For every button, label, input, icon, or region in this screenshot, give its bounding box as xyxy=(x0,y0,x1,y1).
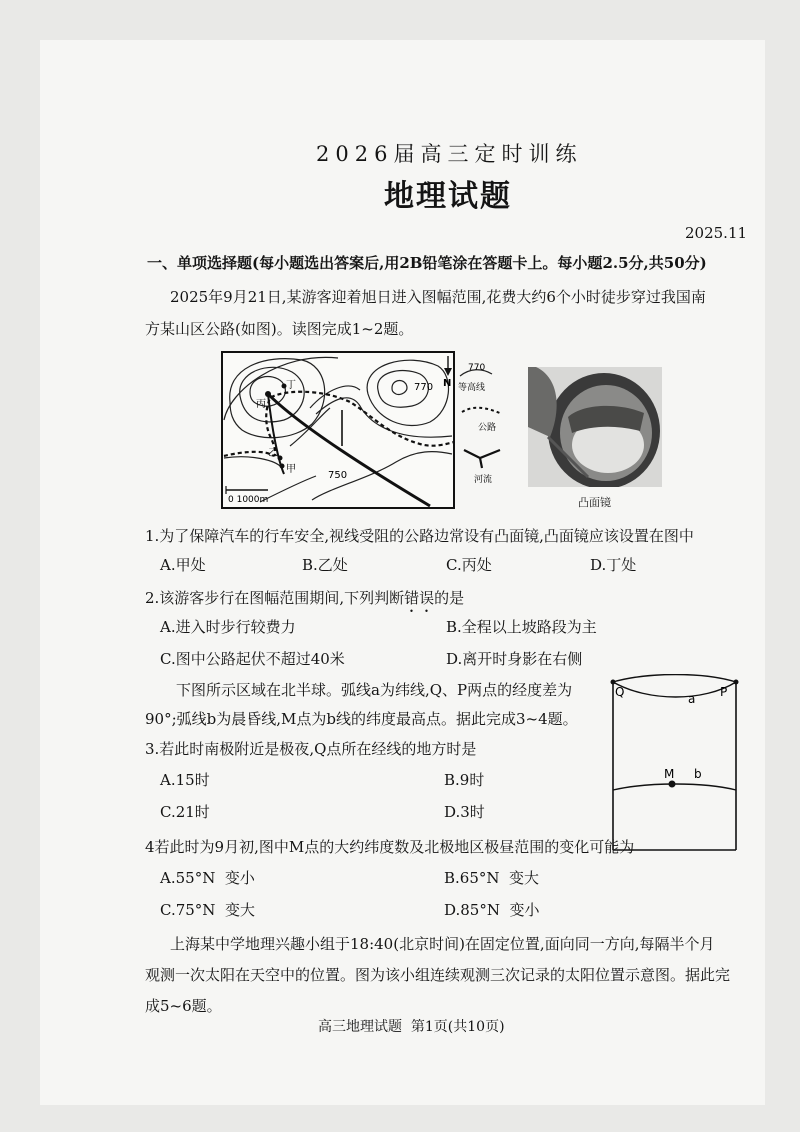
legend-river-label: 河流 xyxy=(474,475,493,485)
q2-stem-before: 2.该游客步行在图幅范围期间,下列判断 xyxy=(145,589,405,607)
q3-option-b[interactable]: B.9时 xyxy=(444,771,485,789)
q2-option-b[interactable]: B.全程以上坡路段为主 xyxy=(446,618,597,636)
legend-river-icon xyxy=(464,450,500,468)
intro2-line1: 下图所示区域在北半球。弧线a为纬线,Q、P两点的经度差为 xyxy=(176,681,573,699)
q1-stem: 1.为了保障汽车的行车安全,视线受阻的公路边常设有凸面镜,凸面镜应该设置在图中 xyxy=(145,527,694,545)
point-m-label: M xyxy=(664,767,675,781)
q2-stem-emphasis: 错误 xyxy=(404,589,435,607)
scale-bar-label: 0 1000m xyxy=(228,495,269,505)
exam-subtitle: 2026届高三定时训练 xyxy=(316,142,583,166)
point-p-label: P xyxy=(720,685,728,699)
q4-option-c[interactable]: C.75°N 变大 xyxy=(160,901,255,919)
q3-option-a[interactable]: A.15时 xyxy=(160,771,210,789)
label-yi: 乙 xyxy=(268,448,278,459)
q4-option-d[interactable]: D.85°N 变小 xyxy=(444,901,540,919)
q1-option-c[interactable]: C.丙处 xyxy=(446,556,492,574)
latitude-terminator-diagram xyxy=(608,674,742,854)
legend-contour-label: 等高线 xyxy=(458,383,486,393)
exam-title: 地理试题 xyxy=(384,179,512,214)
intro3-line2: 观测一次太阳在天空中的位置。图为该小组连续观测三次记录的太阳位置示意图。据此完 xyxy=(145,966,731,984)
arc-a-label: a xyxy=(688,692,696,706)
label-jia: 甲 xyxy=(286,464,296,475)
legend-road-label: 公路 xyxy=(478,423,497,433)
q4-option-a[interactable]: A.55°N 变小 xyxy=(160,869,255,887)
q2-stem xyxy=(145,587,464,616)
q1-option-d[interactable]: D.丁处 xyxy=(590,556,637,574)
intro2-line2: 90°;弧线b为晨昏线,M点为b线的纬度最高点。据此完成3~4题。 xyxy=(145,710,578,728)
q2-option-d[interactable]: D.离开时身影在右侧 xyxy=(446,650,583,668)
q3-stem: 3.若此时南极附近是极夜,Q点所在经线的地方时是 xyxy=(145,740,477,758)
north-label: N xyxy=(443,378,452,389)
label-750: 750 xyxy=(328,470,348,481)
exam-date: 2025.11 xyxy=(685,224,748,242)
intro3-line1: 上海某中学地理兴趣小组于18:40(北京时间)在固定位置,面向同一方向,每隔半个月 xyxy=(170,935,715,953)
q3-option-d[interactable]: D.3时 xyxy=(444,803,485,821)
q2-option-c[interactable]: C.图中公路起伏不超过40米 xyxy=(160,650,345,668)
label-ding: 丁 xyxy=(286,380,296,391)
arc-b-label: b xyxy=(694,767,702,781)
section-heading: 一、单项选择题(每小题选出答案后,用2B铅笔涂在答题卡上。每小题2.5分,共50分) xyxy=(147,254,707,272)
q4-stem: 4若此时为9月初,图中M点的大约纬度数及北极地区极昼范围的变化可能为 xyxy=(145,838,635,856)
intro3-line3: 成5~6题。 xyxy=(145,997,222,1015)
legend-road-icon xyxy=(462,408,502,414)
photo-caption: 凸面镜 xyxy=(578,496,611,509)
contour-map xyxy=(220,350,520,510)
intro1-line2: 方某山区公路(如图)。读图完成1~2题。 xyxy=(145,320,414,338)
q1-option-b[interactable]: B.乙处 xyxy=(302,556,348,574)
q4-option-b[interactable]: B.65°N 变大 xyxy=(444,869,540,887)
page-footer: 高三地理试题 第1页(共10页) xyxy=(318,1019,505,1035)
label-770: 770 xyxy=(414,382,434,393)
convex-mirror-photo xyxy=(528,367,662,487)
q2-stem-after: 的是 xyxy=(434,589,465,607)
q3-option-c[interactable]: C.21时 xyxy=(160,803,210,821)
legend-contour-value: 770 xyxy=(468,363,486,373)
q2-option-a[interactable]: A.进入时步行较费力 xyxy=(160,618,296,636)
point-q-label: Q xyxy=(615,685,625,699)
intro1-line1: 2025年9月21日,某游客迎着旭日进入图幅范围,花费大约6个小时徒步穿过我国南 xyxy=(170,288,706,306)
label-bing: 丙 xyxy=(256,399,266,410)
q1-option-a[interactable]: A.甲处 xyxy=(160,556,206,574)
